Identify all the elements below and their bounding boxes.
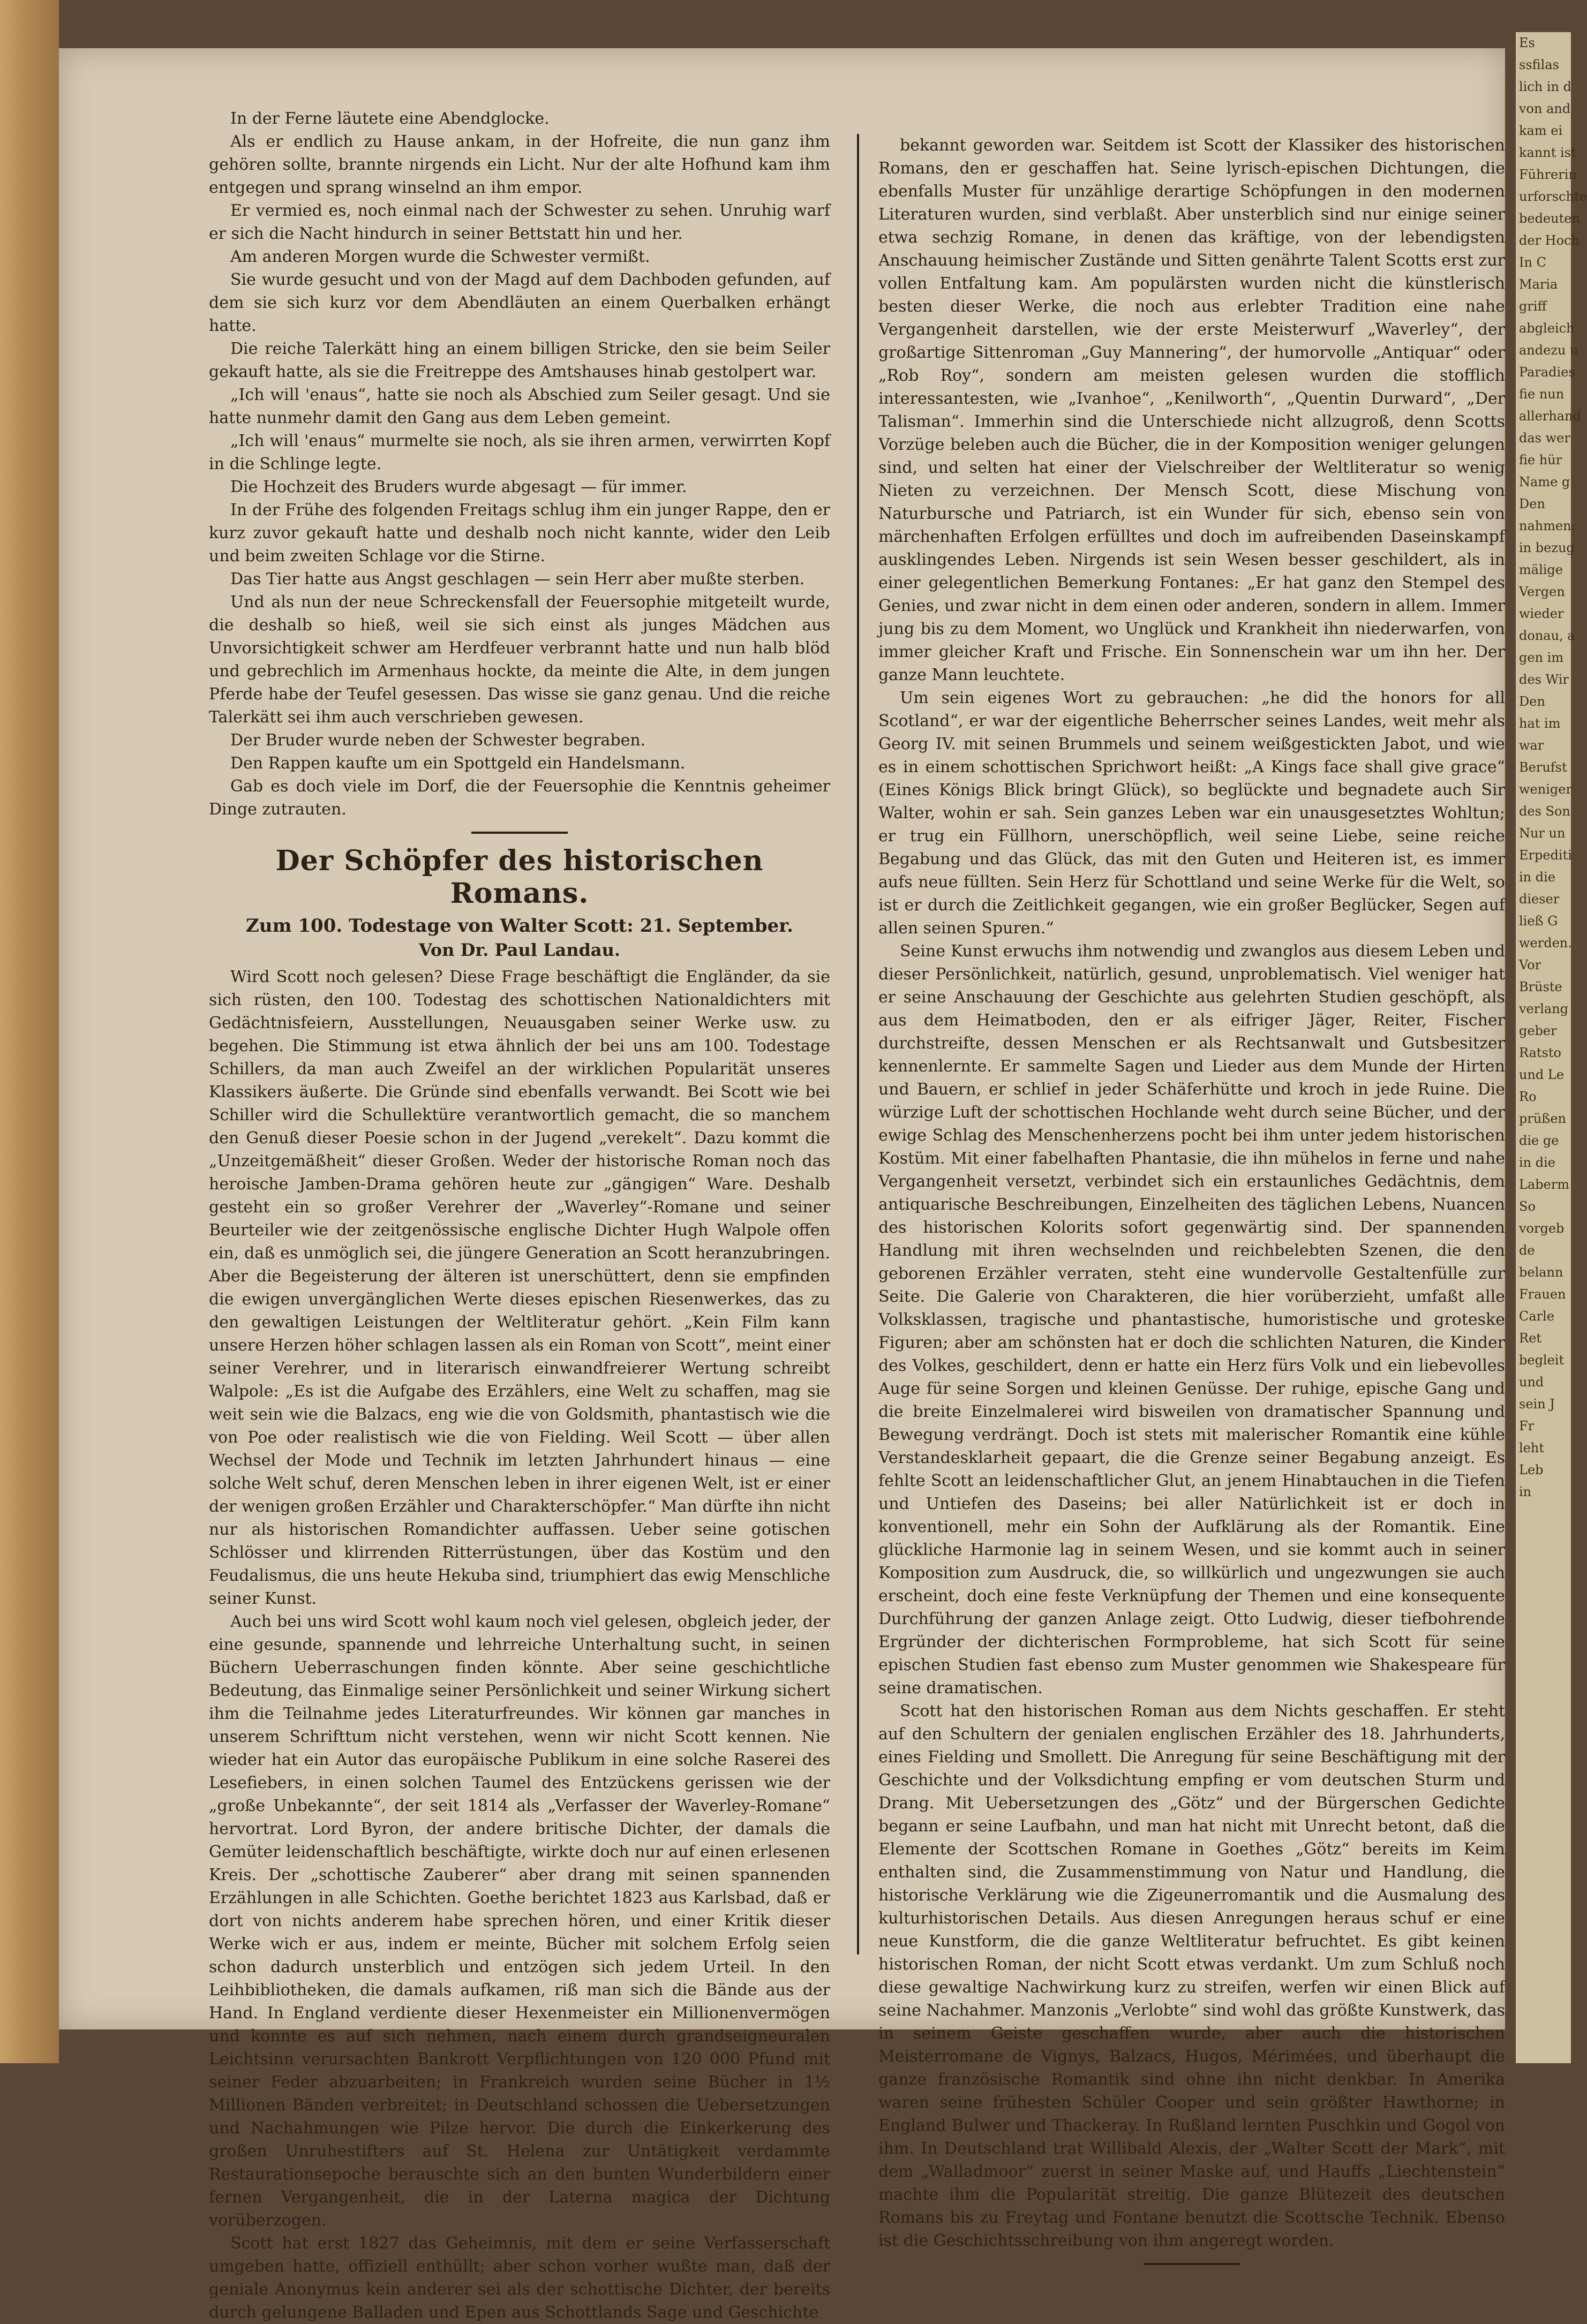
adjacent-page-fragment: verlang	[1519, 1001, 1569, 1016]
adjacent-page-fragment: ließ G	[1519, 914, 1558, 929]
adjacent-page-fragment: Carle	[1519, 1309, 1555, 1324]
adjacent-page-fragment: Erpediti	[1519, 848, 1572, 863]
article-title: Der Schöpfer des historischen Romans.	[275, 844, 764, 910]
article-paragraph: Seine Kunst erwuchs ihm notwendig und zwanglos aus diesem Leben und dieser Persönlichkeit, natürlich, gesund, unproblematisch. Viel weniger hat er seine Anschauung der Geschichte aus gelehrten Studien geschöpft, als aus dem Heimatboden, den er als eifriger Jäger, Reiter, Fischer durchstreifte, dessen Menschen er als Rechtsanwalt und Gutsbesitzer kennenlernte. Er sammelte Sagen und Lieder aus dem Munde der Hirten und Bauern, er schlief in jeder Schäferhütte und kroch in jede Ruine. Die würzige Luft der schottischen Hochlande weht durch seine Bücher, und der ewige Schlag des Menschenherzens pocht bei ihm unter jedem historischen Kostüm. Mit einer fabelhaften Phantasie, die ihn mühelos in ferne und nahe Vergangenheit versetzt, verbindet sich ein erstaunliches Gedächtnis, dem antiquarische Beschreibungen, Einzelheiten des täglichen Lebens, Nuancen des historischen Kolorits sofort gegenwärtig sind. Der spannenden Handlung mit ihren wechselnden und reichbelebten Szenen, die den geborenen Erzähler verraten, steht eine wundervolle Gestaltenfülle zur Seite. Die Galerie von Charakteren, die hier vorüberzieht, umfaßt alle Volksklassen, tragische und phantastische, humoristische und groteske Figuren; aber am schönsten hat er doch die schlichten Naturen, die Kinder des Volkes, geschildert, denn er hatte ein Herz fürs Volk und ein liebevolles Auge für seine Sorgen und kleinen Genüsse. Der ruhige, epische Gang und die breite Einzelmalerei wird bisweilen von dramatischer Spannung und Bewegung verdrängt. Doch ist stets mit malerischer Romantik eine kühle Verstandesklarheit gepaart, die die Grenze seiner Begabung anzeigt. Es fehlte Scott an leidenschaftlicher Glut, an jenem Hinabtauchen in die Tiefen und Untiefen des Daseins; bei aller Natürlichkeit ist er doch in konventionell, mehr ein Sohn der Aufklärung als der Romantik. Eine glückliche Harmonie lag in seinem Wesen, und sie kommt auch in seiner Komposition zum Ausdruck, die, so willkürlich und ungezwungen sie auch erscheint, doch eine feste Verknüpfung der Themen und eine konsequente Durchführung der ganzen Anlage zeigt. Otto Ludwig, dieser tiefbohrende Ergründer der dichterischen Formprobleme, hat sich Scott für seine epischen Studien fast ebenso zum Muster genommen wie Shakespeare für seine dramatischen.	[878, 942, 1505, 1697]
adjacent-page-fragment: Es	[1519, 35, 1535, 50]
story-paragraph: Gab es doch viele im Dorf, die der Feuersophie die Kenntnis geheimer Dinge zutrauten.	[209, 777, 830, 819]
adjacent-page-fragment: griff	[1519, 299, 1547, 314]
adjacent-page-fragment: sein J	[1519, 1397, 1555, 1412]
article-author: Von Dr. Paul Landau.	[418, 940, 621, 960]
adjacent-page-fragment: Paradies	[1519, 365, 1575, 380]
story-paragraph: Sie wurde gesucht und von der Magd auf dem Dachboden gefunden, auf dem sie sich kurz vor dem Abendläuten an einem Querbalken erhängt hatte.	[209, 270, 830, 335]
adjacent-page-fragment: wieder	[1519, 606, 1564, 621]
adjacent-page-fragment: de	[1519, 1243, 1535, 1258]
adjacent-page-fragment: andezu u	[1519, 343, 1578, 358]
adjacent-page-fragment: und Le	[1519, 1067, 1565, 1082]
adjacent-page-fragment: lich in d	[1519, 79, 1572, 94]
story-paragraph: Als er endlich zu Hause ankam, in der Hofreite, die nun ganz ihm gehören sollte, brannte nirgends ein Licht. Nur der alte Hofhund kam ihm entgegen und sprang winselnd an ihm empor.	[209, 132, 830, 197]
adjacent-page-fragment: Ret	[1519, 1331, 1541, 1346]
left-column	[209, 107, 830, 2322]
adjacent-page-fragment: in	[1519, 1484, 1532, 1499]
adjacent-page-fragment: die ge	[1519, 1133, 1559, 1148]
adjacent-page-fragment: Vor	[1519, 957, 1541, 972]
adjacent-page-fragment: prüßen	[1519, 1111, 1566, 1126]
adjacent-page-fragment: das wer	[1519, 431, 1570, 446]
adjacent-page-fragment: fie nun	[1519, 387, 1565, 402]
story-paragraph: In der Frühe des folgenden Freitags schlug ihm ein junger Rappe, den er kurz zuvor gekauft hatte und deshalb noch nicht kannte, wider den Leib und beim zweiten Schlage vor die Stirne.	[209, 501, 830, 565]
adjacent-page-fragment: leht	[1519, 1440, 1544, 1455]
adjacent-page-fragment: weniger	[1519, 782, 1572, 797]
article-paragraph: bekannt geworden war. Seitdem ist Scott der Klassiker des historischen Romans, den er geschaffen hat. Seine lyrisch-epischen Dichtungen, die ebenfalls Muster für unzählige derartige Schöpfungen in den modernen Literaturen wurden, sind verblaßt. Aber unsterblich sind nur einige seiner etwa sechzig Romane, in denen das kräftige, von der lebendigsten Anschauung heimischer Zustände und Sitten genährte Talent Scotts erst zur vollen Entfaltung kam. Am populärsten wurden nicht die künstlerisch besten dieser Werke, die noch aus erlebter Tradition eine nahe Vergangenheit darstellen, wie der erste Meisterwurf „Waverley“, der großartige Sittenroman „Guy Mannering“, der humorvolle „Antiquar“ oder „Rob Roy“, sondern am meisten gelesen wurden die stofflich interessantesten, wie „Ivanhoe“, „Kenilworth“, „Quentin Durward“, „Der Talisman“. Immerhin sind die Unterschiede nicht allzugroß, denn Scotts Vorzüge beleben auch die Bücher, die in der Komposition weniger gelungen sind, und selten hat einer der Vielschreiber der Weltliteratur so wenig Nieten zu verzeichnen. Der Mensch Scott, diese Mischung von Naturbursche und Patriarch, ist ein Wunder für sich, ebenso sein von märchenhaften Erfolgen erfülltes und doch im aufreibenden Daseinskampf ausklingendes Leben. Nirgends ist sein Wesen besser geschildert, als in einer gelegentlichen Bemerkung Fontanes: „Er hat ganz den Stempel des Genies, und zwar nicht in dem einen oder anderen, sondern in allem. Immer jung bis zu dem Moment, wo Unglück und Krankheit ihn niederwarfen, von immer gleicher Kraft und Frische. Ein Sonnenschein war um ihn her. Der ganze Mann leuchtete.	[878, 136, 1505, 684]
adjacent-page-fragment: von and	[1519, 101, 1571, 116]
adjacent-page-fragment: ssfilas	[1519, 57, 1559, 72]
story-paragraph: Am anderen Morgen wurde die Schwester vermißt.	[230, 247, 650, 266]
adjacent-page-fragment: nahmen:	[1519, 518, 1576, 533]
story-paragraph: „Ich will 'enaus“ murmelte sie noch, als sie ihren armen, verwirrten Kopf in die Schlinge legte.	[209, 432, 830, 473]
section-divider	[471, 832, 568, 834]
adjacent-page-fragment: Leb	[1519, 1462, 1544, 1477]
article-paragraph: Scott hat den historischen Roman aus dem Nichts geschaffen. Er steht auf den Schultern der genialen englischen Erzähler des 18. Jahrhunderts, eines Fielding und Smollett. Die Anregung für seine Beschäftigung mit der Geschichte und der Volksdichtung empfing er vom deutschen Sturm und Drang. Mit Uebersetzungen des „Götz“ und der Bürgerschen Gedichte begann er seine Laufbahn, und man hat nicht mit Unrecht betont, daß die Elemente der Scottschen Romane in Goethes „Götz“ bereits im Keim enthalten sind, die Zusammenstimmung von Natur und Handlung, die historische Verklärung wie die Zigeunerromantik und die Ausmalung des kulturhistorischen Details. Aus diesen Anregungen heraus schuf er eine neue Kunstform, die die ganze Weltliteratur befruchtet. Es gibt keinen historischen Roman, der nicht Scott etwas verdankt. Um zum Schluß noch diese gewaltige Nachwirkung kurz zu streifen, werfen wir einen Blick auf seine Nachahmer. Manzonis „Verlobte“ sind wohl das größte Kunstwerk, das in seinem Geiste geschaffen wurde, aber auch die historischen Meisterromane de Vignys, Balzacs, Hugos, Mérimées, und überhaupt die ganze französische Romantik sind ohne ihn nicht denkbar. In Amerika waren seine frühesten Schüler Cooper und sein größter Hawthorne; in England Bulwer und Thackeray. In Rußland lernten Puschkin und Gogol von ihm. In Deutschland trat Willibald Alexis, der „Walter Scott der Mark“, mit dem „Walladmoor“ zuerst in seiner Maske auf, und Hauffs „Liechtenstein“ machte ihm die Popularität streitig. Die ganze Blütezeit des deutschen Romans bis zu Freytag und Fontane benutzt die Scottsche Technik. Ebenso ist die Geschichtsschreibung von ihm angeregt worden.	[878, 1702, 1505, 2250]
adjacent-page-fragment: Vergen	[1519, 584, 1565, 599]
story-paragraph: Die reiche Talerkätt hing an einem billigen Stricke, den sie beim Seiler gekauft hatte, als sie die Freitreppe des Amtshauses hinab gestolpert war.	[209, 339, 830, 381]
adjacent-page-fragment: dieser	[1519, 892, 1560, 907]
adjacent-page-fragment: So	[1519, 1199, 1536, 1214]
adjacent-page-fragment: der Hoch	[1519, 233, 1580, 248]
adjacent-page-fragment: in die	[1519, 870, 1556, 885]
adjacent-page-fragment: gen im	[1519, 650, 1564, 665]
story-paragraph: Den Rappen kaufte um ein Spottgeld ein Handelsmann.	[230, 754, 686, 773]
story-paragraph: „Ich will 'enaus“, hatte sie noch als Abschied zum Seiler gesagt. Und sie hatte nunmehr damit den Gang aus dem Leben gemeint.	[209, 386, 830, 427]
adjacent-page-fragment: Führerin	[1519, 167, 1577, 182]
adjacent-page-fragment: werden.	[1519, 935, 1572, 950]
adjacent-page-fragment: war	[1519, 738, 1544, 753]
story-paragraph: Das Tier hatte aus Angst geschlagen — sein Herr aber mußte sterben.	[230, 570, 805, 588]
adjacent-page-edge	[1516, 32, 1587, 2063]
book-binding	[0, 0, 59, 2063]
adjacent-page-fragment: in die	[1519, 1155, 1556, 1170]
column-rule	[857, 134, 859, 1955]
adjacent-page-fragment: geber	[1519, 1023, 1557, 1038]
story-paragraph: Er vermied es, noch einmal nach der Schwester zu sehen. Unruhig warf er sich die Nacht hindurch in seiner Bettstatt hin und her.	[209, 201, 830, 243]
article-paragraph: Auch bei uns wird Scott wohl kaum noch viel gelesen, obgleich jeder, der eine gesunde, spannende und lehrreiche Unterhaltung sucht, in seinen Büchern Ueberraschungen finden könnte. Aber seine geschichtliche Bedeutung, das Einmalige seiner Persönlichkeit und seiner Wirkung sichert ihm die Teilnahme jedes Literaturfreundes. Wir können gar manches in unserem Schrifttum nicht verstehen, wenn wir nicht Scott kennen. Nie wieder hat ein Autor das europäische Publikum in eine solche Raserei des Lesefiebers, in einen solchen Taumel des Entzückens gerissen wie der „große Unbekannte“, der seit 1814 als „Verfasser der Waverley-Romane“ hervortrat. Lord Byron, der andere britische Dichter, der damals die Gemüter leidenschaftlich beschäftigte, wirkte doch nur auf einen erlesenen Kreis. Der „schottische Zauberer“ aber drang mit seinen spannenden Erzählungen in alle Schichten. Goethe berichtet 1823 aus Karlsbad, daß er dort von nichts anderem habe sprechen hören, und einer Kritik dieser Werke wich er aus, indem er meinte, Bücher mit solchem Erfolg seien schon dadurch unsterblich und entzögen sich jedem Urteil. In den Leihbibliotheken, die damals aufkamen, riß man sich die Bände aus der Hand. In England verdiente dieser Hexenmeister ein Millionenvermögen und konnte es auf sich nehmen, nach einem durch grandseigneuralen Leichtsinn verursachten Bankrott Verpflichtungen von 120 000 Pfund mit seiner Feder abzuarbeiten; in Frankreich wurden seine Bücher in 1½ Millionen Bänden verbreitet; in Deutschland schossen die Uebersetzungen und Nachahmungen wie Pilze hervor. Die durch die Einkerkerung des großen Unruhestifters auf St. Helena zur Untätigkeit verdammte Restaurationsepoche berauschte sich an den bunten Wunderbildern einer fernen Vergangenheit, die in der Laterna magica der Dichtung vorüberzogen.	[209, 1612, 830, 2230]
story-paragraph: Die Hochzeit des Bruders wurde abgesagt — für immer.	[230, 478, 687, 496]
article-paragraph: Wird Scott noch gelesen? Diese Frage beschäftigt die Engländer, da sie sich rüsten, den 100. Todestag des schottischen Nationaldichters mit Gedächtnisfeiern, Ausstellungen, Neuausgaben seiner Werke usw. zu begehen. Die Stimmung ist etwa ähnlich der bei uns am 100. Todestage Schillers, da man auch Zweifel an der wirklichen Popularität unseres Klassikers äußerte. Die Gründe sind ebenfalls verwandt. Bei Scott wie bei Schiller wird die Schullektüre verantwortlich gemacht, die so manchem den Genuß dieser Poesie schon in der Jugend „verekelt“. Dazu kommt die „Unzeitgemäßheit“ dieser Großen. Weder der historische Roman noch das heroische Jamben-Drama gehören heute zur „gängigen“ Ware. Deshalb gesteht ein so großer Verehrer der „Waverley“-Romane und seiner Beurteiler wie der zeitgenössische englische Dichter Hugh Walpole offen ein, daß es unmöglich sei, die jüngere Generation an Scott heranzubringen. Aber die Begeisterung der älteren ist unerschüttert, denn sie empfinden die ewigen unvergänglichen Werte dieses epischen Riesenwerkes, das zu den gewaltigen Leistungen der Weltliteratur gehört. „Kein Film kann unsere Herzen höher schlagen lassen als ein Roman von Scott“, meint einer seiner Verehrer, und in literarisch einwandfreierer Wertung schreibt Walpole: „Es ist die Aufgabe des Erzählers, eine Welt zu schaffen, mag sie weit sein wie die Balzacs, eng wie die von Goldsmith, phantastisch wie die von Poe oder realistisch wie die von Fielding. Weil Scott — über allen Wechsel der Mode und Technik im letzten Jahrhundert hinaus — eine solche Welt schuf, deren Menschen leben in ihrer eigenen Welt, ist er einer der wenigen großen Erzähler und Charakterschöpfer.“ Man dürfte ihn nicht nur als historischen Romandichter auffassen. Ueber seine gotischen Schlösser und klirrenden Ritterrüstungen, über das Kostüm und den Feudalismus, die uns heute Hekuba sind, triumphiert das ewig Menschliche seiner Kunst.	[209, 968, 830, 1608]
article-paragraph: Um sein eigenes Wort zu gebrauchen: „he did the honors for all Scotland“, er war der eigentliche Beherrscher seines Landes, weit mehr als Georg IV. mit seinen Brummels und seinem weißgestickten Jabot, und wie es in einem schottischen Sprichwort heißt: „A Kings face shall give grace“ (Eines Königs Blick bringt Glück), so beglückte und begnadete auch Sir Walter, wohin er sah. Sein ganzes Leben war ein unausgesetztes Wohltun; er trug ein Füllhorn, unerschöpflich, weil seine Liebe, seine reiche Begabung und das Glück, das mit den Guten und Heiteren ist, es immer aufs neue füllten. Sein Herz für Schottland und seine Werke für die Welt, so ist er durch die Zeitlichkeit gegangen, wie ein großer Beglücker, Segen auf allen seinen Spuren.“	[878, 689, 1505, 938]
adjacent-page-fragment: Ratsto	[1519, 1045, 1561, 1060]
adjacent-page-fragment: Den	[1519, 496, 1545, 511]
adjacent-page-fragment: Den	[1519, 694, 1545, 709]
adjacent-page-fragment: bedeuten	[1519, 211, 1580, 226]
adjacent-page-fragment: des Wir	[1519, 672, 1569, 687]
adjacent-page-fragment: und	[1519, 1375, 1544, 1390]
adjacent-page-fragment: kam ei	[1519, 123, 1563, 138]
adjacent-page-fragment: begleit	[1519, 1353, 1565, 1368]
article-paragraph: Scott hat erst 1827 das Geheimnis, mit dem er seine Verfasserschaft umgeben hatte, offiziell enthüllt; aber schon vorher wußte man, daß der geniale Anonymus kein anderer sei als der schottische Dichter, der bereits durch gelungene Balladen und Epen aus Schottlands Sage und Geschichte	[209, 2234, 830, 2322]
adjacent-page-fragment: Nur un	[1519, 826, 1566, 841]
adjacent-page-fragment: allerhand	[1519, 409, 1581, 424]
adjacent-page-fragment: fie hür	[1519, 452, 1562, 467]
adjacent-page-fragment: Laberm	[1519, 1177, 1570, 1192]
adjacent-page-fragment: Frauen	[1519, 1287, 1566, 1302]
adjacent-page-fragment: in bezug	[1519, 540, 1575, 555]
article-subtitle: Zum 100. Todestage von Walter Scott: 21. September.	[246, 915, 793, 937]
right-column	[878, 134, 1505, 2250]
adjacent-page-fragment: donau, a	[1519, 628, 1575, 643]
adjacent-page-fragment: urforschte	[1519, 189, 1587, 204]
adjacent-page-fragment: Name g	[1519, 474, 1570, 489]
adjacent-page-fragment: vorgeb	[1519, 1221, 1565, 1236]
adjacent-page-fragment: hat im	[1519, 716, 1561, 731]
article-right-text	[878, 134, 1505, 2252]
adjacent-page-fragment: abgleich	[1519, 321, 1575, 336]
adjacent-page-fragment: kannt ist	[1519, 145, 1576, 160]
adjacent-page-fragment: Brüste	[1519, 979, 1562, 994]
adjacent-page-fragment: mälige	[1519, 562, 1563, 577]
adjacent-page-fragment: Fr	[1519, 1418, 1535, 1433]
adjacent-page-fragment: des Son	[1519, 804, 1570, 819]
story-ending	[209, 107, 830, 821]
story-paragraph: Der Bruder wurde neben der Schwester begraben.	[230, 731, 646, 750]
adjacent-page-fragment: Maria	[1519, 277, 1558, 292]
story-paragraph: Und als nun der neue Schreckensfall der Feuersophie mitgeteilt wurde, die deshalb so hieß, weil sie sich einst als junges Mädchen aus Unvorsichtigkeit schwer am Herdfeuer verbrannt hatte und nun halb blöd und gebrechlich im Armenhaus hockte, da meinte die Alte, in dem jungen Pferde habe der Teufel gesessen. Das wisse sie ganz genau. Und die reiche Talerkätt sei ihm auch verschrieben gewesen.	[209, 593, 830, 727]
article-left-text	[209, 965, 830, 2324]
end-divider	[1144, 2263, 1240, 2265]
adjacent-page-fragment: In C	[1519, 255, 1546, 270]
adjacent-page-fragment: Berufst	[1519, 760, 1567, 775]
story-paragraph: In der Ferne läutete eine Abendglocke.	[230, 109, 550, 128]
adjacent-page-fragment: Ro	[1519, 1089, 1537, 1104]
adjacent-page-fragment: belann	[1519, 1265, 1563, 1280]
